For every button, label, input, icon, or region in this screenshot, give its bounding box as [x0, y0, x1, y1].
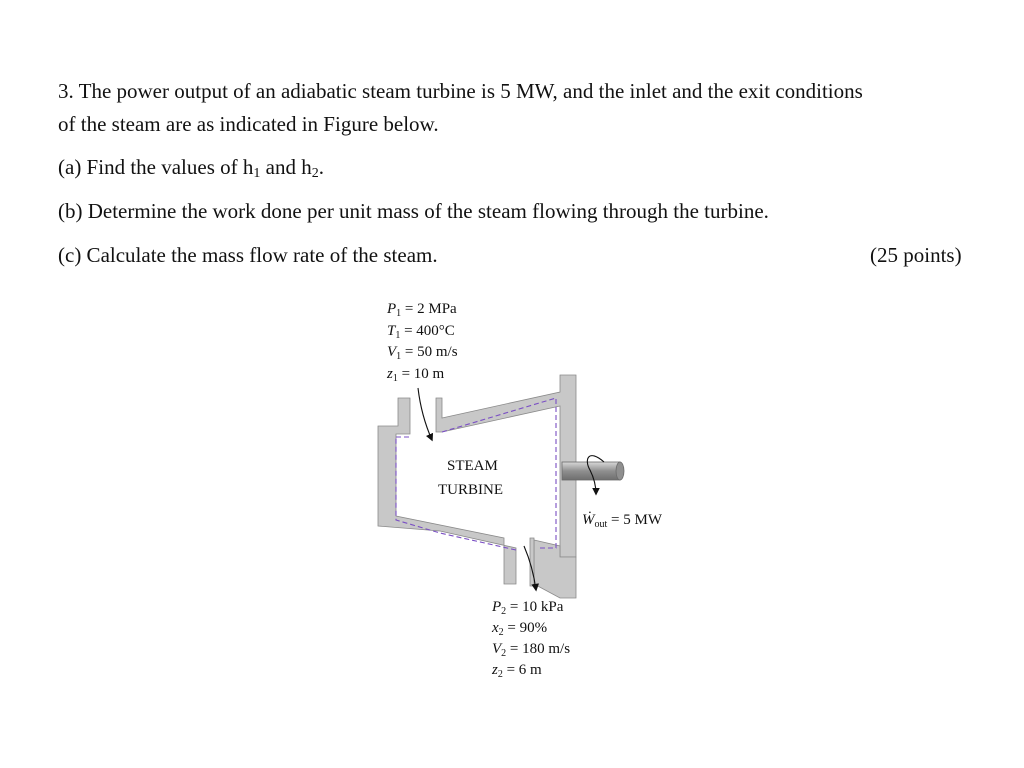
inlet-flow-arrow: [418, 388, 432, 440]
turbine-label-turbine: TURBINE: [438, 482, 503, 498]
question-part-c: (c) Calculate the mass flow rate of the steam.: [58, 243, 438, 267]
part-a-sub-2: 2: [311, 166, 319, 181]
exit-elevation-label: $z_2 = 6$ m: [492, 662, 542, 680]
turbine-label-steam: STEAM: [447, 458, 498, 474]
inlet-elevation-label: $z_1 = 10$ m: [387, 366, 445, 384]
question-statement-line-1: 3. The power output of an adiabatic steam turbine is 5 MW, and the inlet and the exit conditions: [58, 79, 863, 103]
part-a-end: .: [318, 155, 324, 179]
question-points: (25 points): [870, 243, 962, 267]
inlet-temperature-label: $T_1 = 400^\circ C$: [387, 323, 455, 341]
exit-velocity-label: $V_2 = 180$ m/s: [492, 641, 571, 659]
exit-quality-label: $x_2 = 90\%$: [492, 620, 548, 638]
part-a-sub-1: 1: [253, 166, 261, 181]
inlet-pressure-label: $P_1 = 2$ MPa: [387, 301, 457, 319]
work-output-label: Ẇ$_{out}$ = 5 MW: [582, 512, 662, 530]
exit-pressure-label: $P_2 = 10$ kPa: [492, 599, 564, 617]
inlet-velocity-label: $V_1 = 50$ m/s: [387, 344, 458, 362]
part-a-prefix: (a) Find the values of h: [58, 155, 254, 179]
part-a-and: and h: [260, 155, 312, 179]
question-statement-line-2: of the steam are as indicated in Figure below.: [58, 112, 439, 136]
question-part-b: (b) Determine the work done per unit mass of the steam flowing through the turbine.: [58, 199, 769, 223]
